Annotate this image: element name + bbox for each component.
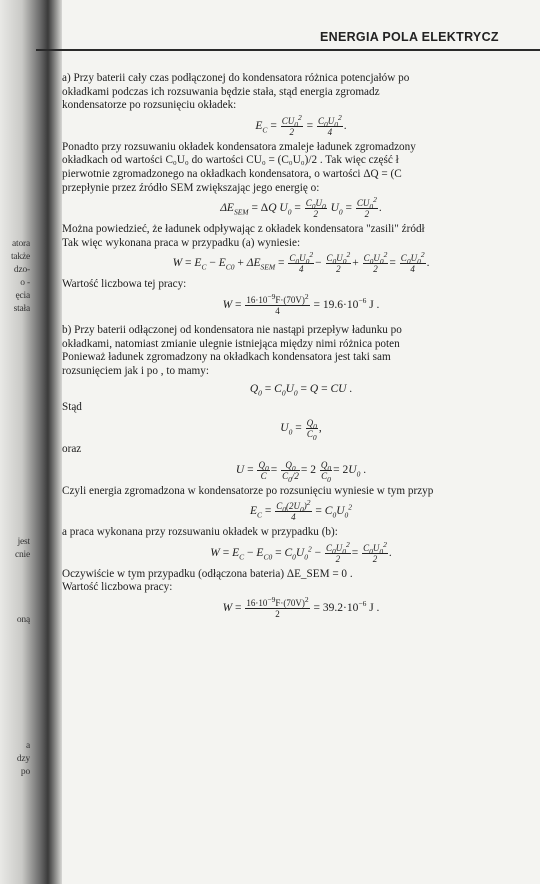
previous-page-fragment: a — [25, 741, 30, 751]
equation-u0: $U_0$ = $\frac{Q_0}{C_0}$ , — [280, 417, 322, 442]
header-rule — [36, 49, 540, 51]
page-body — [62, 72, 540, 872]
equation-work-a-value: W = $\frac{16\cdot 10^{-9}F\cdot(70V)^2}{4}$ = $19.6\cdot 10^{-6}$ J . — [222, 291, 380, 316]
paragraph-line: okładkami, natomiast zmianie ulegnie istniejąca między nimi różnica poten — [62, 337, 400, 350]
paragraph-line: Oczywiście w tym przypadku (odłączona bateria) ΔE_SEM = 0 . — [62, 567, 353, 580]
paragraph-line: rozsunięciem jak i po , to mamy: — [62, 364, 209, 377]
previous-page-fragment: także — [10, 252, 30, 262]
previous-page-fragment: jest — [17, 537, 30, 547]
paragraph-line: Można powiedzieć, że ładunek odpływając z okładek kondensatora "zasili" źródł — [62, 223, 425, 236]
paragraph-line: a praca wykonana przy rozsuwaniu okładek w przypadku (b): — [62, 526, 338, 539]
previous-page-fragment: ęcia — [15, 291, 30, 301]
previous-page-fragment: dzy — [16, 754, 30, 764]
paragraph-line: Tak więc wykonana praca w przypadku (a) wyniesie: — [62, 236, 301, 249]
previous-page-fragment: po — [20, 767, 30, 777]
paragraph-line: Czyli energia zgromadzona w kondensatorze po rozsunięciu wyniesie w tym przyp — [62, 484, 434, 497]
paragraph-line: przepłynie przez źródło SEM zwiększając jego energię o: — [62, 181, 320, 194]
paragraph-line: kondensatorze po rozsunięciu okładek: — [62, 99, 237, 112]
paragraph-line: Wartość liczbowa pracy: — [62, 581, 173, 594]
previous-page-fragment: stała — [13, 304, 30, 314]
previous-page-fragment: o - — [20, 278, 30, 288]
paragraph-line: Stąd — [62, 401, 82, 414]
paragraph-line: Wartość liczbowa tej pracy: — [62, 278, 187, 291]
previous-page-fragment: oną — [16, 615, 30, 625]
equation-work-a: $W = E_C - E_{C0} + \Delta E_{SEM}$ = $\frac{C_0U_0^2}{4}$ − $\frac{C_0U_0^2}{2}$ + $\frac{C_0U_0^2}{2}$ = $\frac{C_0U_0^2}{4}$ . — [172, 250, 430, 275]
paragraph-line: oraz — [62, 442, 82, 455]
paragraph-line: Ponieważ ładunek zgromadzony na okładkach kondensatora jest taki sam — [62, 351, 391, 364]
equation-u: U = $\frac{Q_0}{C}$ = $\frac{Q_0}{C_0/2}$ = 2 $\frac{Q_0}{C_0}$ = $2U_0$ . — [235, 459, 367, 484]
equation-work-b: $W = E_C - E_{C0} = C_0U_0^2$ − $\frac{C_0U_0^2}{2}$ = $\frac{C_0U_0^2}{2}$ . — [210, 539, 392, 564]
previous-page-fragment: dzo- — [13, 265, 30, 275]
paragraph-line: a) Przy baterii cały czas podłączonej do kondensatora różnica potencjałów po — [62, 72, 410, 84]
paragraph-line: b) Przy baterii odłączonej od kondensatora nie nastąpi przepływ ładunku po — [62, 323, 402, 336]
equation-work-b-value: W = $\frac{16\cdot 10^{-9}F\cdot(70V)^2}{2}$ = $39.2\cdot 10^{-6}$ J . — [222, 594, 380, 619]
previous-page-fragment: atora — [12, 239, 30, 249]
paragraph-line: okładkami podczas ich rozsuwania będzie stała, stąd energia zgromadz — [62, 85, 380, 98]
equation-ec: $E_C$ = $\frac{CU_0^2}{2}$ = $\frac{C_0U_0^2}{4}$ . — [255, 112, 347, 137]
equation-ec-b: $E_C$ = $\frac{C_0(2U_0)^2}{4}$ = $C_0U_0^2$ — [249, 498, 353, 523]
equation-delta-esem: $\Delta E_{SEM} = \Delta Q$ $U_0$ = $\frac{C_0U_0}{2}$ $U_0$ = $\frac{CU_0^2}{2}$ . — [220, 195, 382, 220]
previous-page-fragment: cnie — [14, 550, 30, 560]
paragraph-line: pierwotnie zgromadzonego na okładkach kondensatora, o wartości ΔQ = (C — [62, 167, 402, 180]
running-header: ENERGIA POLA ELEKTRYCZ — [320, 30, 499, 44]
paragraph-line: Ponadto przy rozsuwaniu okładek kondensatora zmaleje ładunek zgromadzony — [62, 140, 416, 153]
equation-charge: $Q_0 = C_0U_0 = Q$ = CU . — [249, 383, 353, 398]
paragraph-line: okładkach od wartości C₀U₀ do wartości CU₀ = (C₀U₀)/2 . Tak więc część ł — [62, 154, 399, 167]
